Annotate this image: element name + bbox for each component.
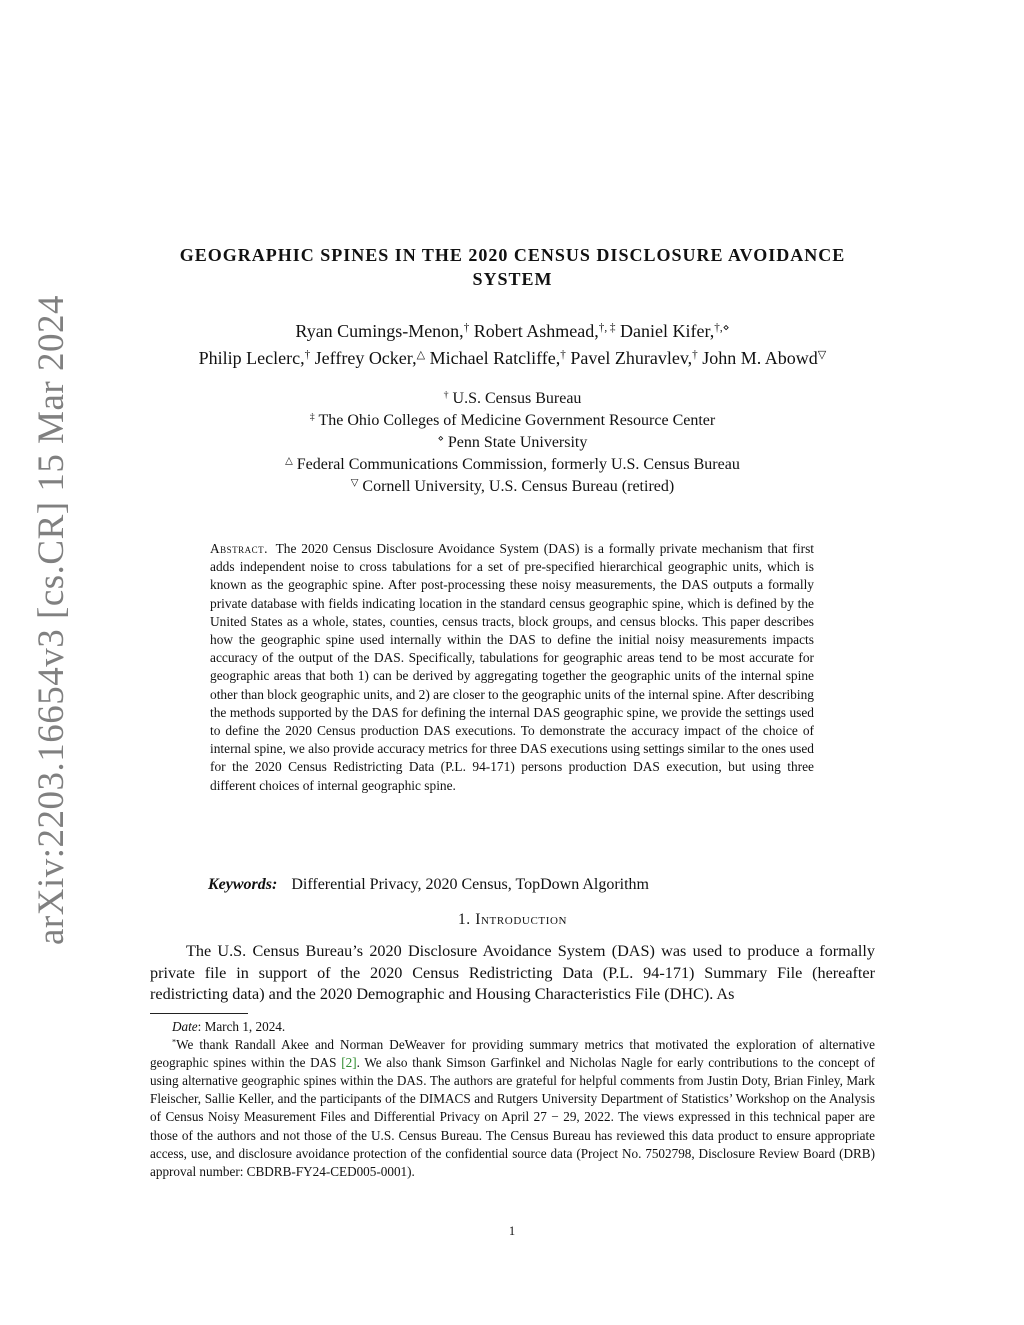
affiliation-mark: ▽ [350, 477, 359, 489]
abstract-heading: Abstract. [210, 541, 269, 556]
affiliation-mark: ‡ [309, 411, 315, 423]
footnotes [150, 1018, 875, 1181]
author-name: Daniel Kifer, [619, 321, 715, 341]
affiliation-list [150, 388, 875, 498]
page-number: 1 [508, 1224, 516, 1238]
author-name: Philip Leclerc, [198, 348, 305, 368]
author-affiliation-mark: †,⋄ [714, 321, 730, 334]
affiliation-item [150, 410, 875, 432]
author-affiliation-mark: † [560, 348, 566, 361]
abstract [210, 540, 814, 795]
affiliation-text: U.S. Census Bureau [452, 390, 582, 407]
footnote-date [150, 1018, 875, 1036]
author-affiliation-mark: †, ‡ [598, 321, 616, 334]
footnote-date-value: : March 1, 2024. [197, 1019, 286, 1034]
author-affiliation-mark: † [692, 348, 698, 361]
author-line-1 [100, 318, 925, 345]
keywords-text: Differential Privacy, 2020 Census, TopDown Algorithm [291, 876, 649, 893]
keywords-label: Keywords: [208, 876, 278, 893]
author-affiliation-mark: † [463, 321, 470, 334]
affiliation-text: The Ohio Colleges of Medicine Government Resource Center [318, 412, 716, 429]
author-name: Robert Ashmead, [473, 321, 599, 341]
footnote-acknowledgements [150, 1036, 875, 1181]
section-title: Introduction [475, 911, 568, 928]
author-name: Pavel Zhuravlev, [570, 348, 693, 368]
affiliation-text: Cornell University, U.S. Census Bureau (retired) [362, 478, 675, 495]
author-line-2 [100, 345, 925, 372]
intro-paragraph: The U.S. Census Bureau’s 2020 Disclosure Avoidance System (DAS) was used to produce a formally private file in support of the 2020 Census Redistricting Data (P.L. 94-171) Summary File (hereafter redistricting data) and the 2020 Demographic and Housing Characteristics File (DHC). As [150, 942, 875, 1003]
affiliation-item [150, 454, 875, 476]
citation-link[interactable]: [2] [341, 1055, 357, 1071]
author-name: Jeffrey Ocker, [314, 348, 417, 368]
affiliation-item [150, 476, 875, 498]
paper-title: GEOGRAPHIC SPINES IN THE 2020 CENSUS DISCLOSURE AVOIDANCE SYSTEM [179, 245, 846, 289]
author-affiliation-mark: ▽ [817, 348, 827, 361]
affiliation-text: Penn State University [447, 434, 588, 451]
author-name: Ryan Cumings-Menon, [295, 321, 464, 341]
footnote-mark: * [172, 1037, 177, 1047]
affiliation-mark: △ [285, 455, 293, 467]
abstract-text: The 2020 Census Disclosure Avoidance System (DAS) is a formally private mechanism that first adds independent noise to cross tabulations for a set of pre-specified hierarchical geographic units, which is known as the geographic spine. After post-processing these noisy measurements, the DAS outputs a formally private database with fields indicating location in the standard census geographic spine, which is defined by the United States as a whole, states, counties, census tracts, block groups, and census blocks. This paper describes how the geographic spine used internally within the DAS to define the initial noisy measurements impacts accuracy of the output of the DAS. Specifically, tabulations for geographic areas tend to be most accurate for geographic areas that both 1) can be derived by aggregating together the geographic units of the internal spine other than block geographic units, and 2) are closer to the geographic units of the internal spine. After describing the methods supported by the DAS for defining the internal DAS geographic spine, we provide the settings used to define the 2020 Census production DAS executions. To demonstrate the accuracy impact of the choice of internal spine, we also provide accuracy metrics for three DAS executions using settings similar to the ones used for the 2020 Census Redistricting Data (P.L. 94-171) persons production DAS execution, but using three different choices of internal geographic spine. [210, 541, 814, 793]
footnote-divider [150, 1013, 248, 1014]
section-heading [150, 911, 875, 929]
author-name: John M. Abowd [702, 348, 818, 368]
footnote-date-label: Date [172, 1019, 198, 1034]
keywords [208, 876, 649, 894]
affiliation-text: Federal Communications Commission, formerly U.S. Census Bureau [296, 456, 740, 473]
section-number: 1. [457, 911, 471, 928]
author-name: Michael Ratcliffe, [429, 348, 561, 368]
arxiv-identifier-stamp: arXiv:2203.16654v3 [cs.CR] 15 Mar 2024 [31, 295, 72, 945]
footnote-text: . We also thank Simson Garfinkel and Nicholas Nagle for early contributions to the concept of using alternative geographic spines within the DAS. The authors are grateful for helpful comments from Justin Doty, Brian Finley, Mark Fleischer, Sallie Keller, and the participants of the DIMACS and Rutgers University Department of Statistics’ Workshop on the Analysis of Census Noisy Measurement Files and Differential Privacy on April 27 − 29, 2022. The views expressed in this technical paper are those of the authors and not those of the U.S. Census Bureau. The Census Bureau has reviewed this data product to ensure appropriate access, use, and disclosure avoidance protection of the confidential source data (Project No. 7502798, Disclosure Review Board (DRB) approval number: CBDRB-FY24-CED005-0001). [150, 1055, 875, 1179]
footnote-text: We thank Randall Akee and Norman DeWeaver for providing summary metrics that motivated the exploration of alternative geographic spines within the DAS [150, 1037, 875, 1071]
affiliation-mark: ⋄ [437, 433, 444, 445]
author-affiliation-mark: △ [416, 348, 426, 361]
author-list [100, 318, 925, 372]
affiliation-item [150, 432, 875, 454]
author-affiliation-mark: † [304, 348, 311, 361]
affiliation-item [150, 388, 875, 410]
affiliation-mark: † [443, 389, 449, 401]
